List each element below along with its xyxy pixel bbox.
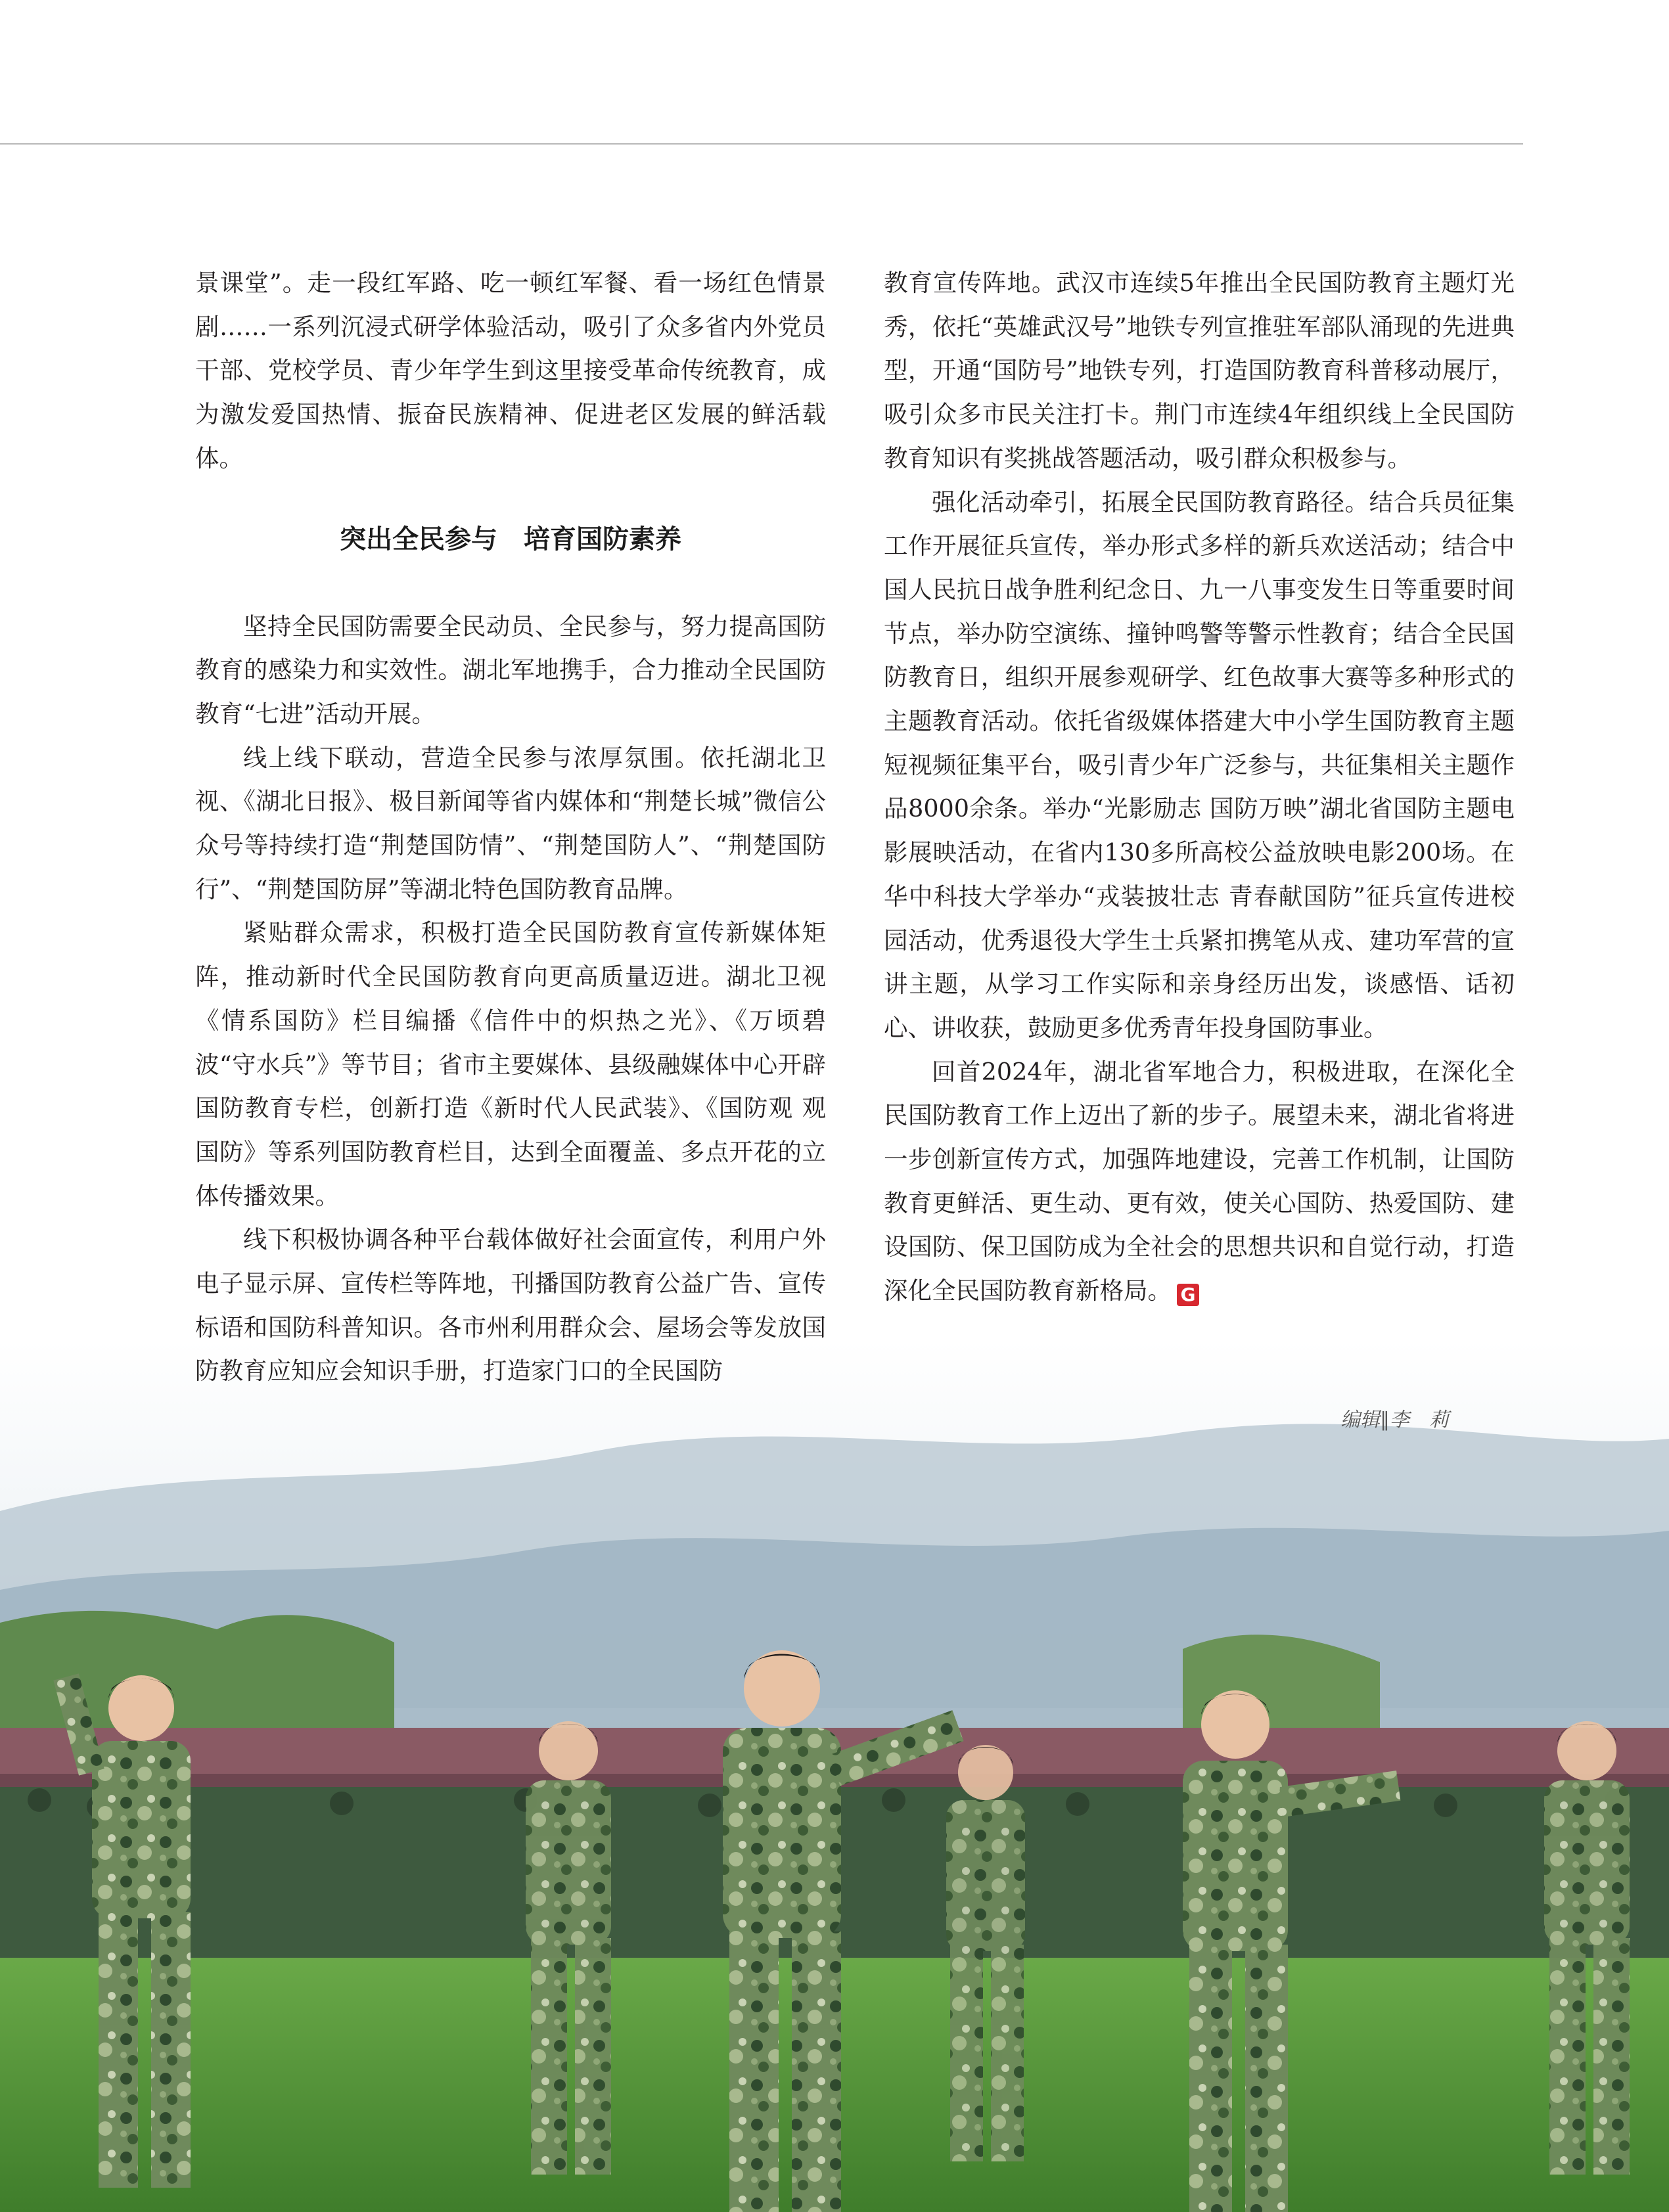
paragraph [884,1050,1515,1313]
paragraph: 紧贴群众需求，积极打造全民国防教育宣传新媒体矩阵，推动新时代全民国防教育向更高质量迈进。湖北卫视《情系国防》栏目编播《信件中的炽热之光》、《万顷碧波“守水兵”》等节目；省市主要媒体、县级融媒体中心开辟国防教育专栏，创新打造《新时代人民武装》、《国防观 观国防》等系列国防教育栏目，达到全面覆盖、多点开花的立体传播效果。 [195,918,826,1210]
editor-credit: 编辑∥李 莉 [1340,1409,1449,1432]
paragraph: 线下积极协调各种平台载体做好社会面宣传，利用户外电子显示屏、宣传栏等阵地，刊播国防教育公益广告、宣传标语和国防科普知识。各市州利用群众会、屋场会等发放国防教育应知应会知识手册，打造家门口的全民国防 [195,1225,826,1386]
photo-students-military-training [0,1340,1669,2212]
paragraph: 坚持全民国防需要全民动员、全民参与，努力提高国防教育的感染力和实效性。湖北军地携手，合力推动全民国防教育“七进”活动开展。 [195,612,826,728]
right-column [884,261,1515,1313]
end-mark-icon: G [1177,1284,1199,1306]
header-rule [0,143,1523,145]
paragraph: 线上线下联动，营造全民参与浓厚氛围。依托湖北卫视、《湖北日报》、极目新闻等省内媒体和“荆楚长城”微信公众号等持续打造“荆楚国防情”、“荆楚国防人”、“荆楚国防行”、“荆楚国防屏”等湖北特色国防教育品牌。 [195,743,826,903]
paragraph: 强化活动牵引，拓展全民国防教育路径。结合兵员征集工作开展征兵宣传，举办形式多样的新兵欢送活动；结合中国人民抗日战争胜利纪念日、九一八事变发生日等重要时间节点，举办防空演练、撞钟鸣警等警示性教育；结合全民国防教育日，组织开展参观研学、红色故事大赛等多种形式的主题教育活动。依托省级媒体搭建大中小学生国防教育主题短视频征集平台，吸引青少年广泛参与，共征集相关主题作品8000余条。举办“光影励志 国防万映”湖北省国防主题电影展映活动，在省内130多所高校公益放映电影200场。在华中科技大学举办“戎装披壮志 青春献国防”征兵宣传进校园活动，优秀退役大学生士兵紧扣携笔从戎、建功军营的宣讲主题，从学习工作实际和亲身经历出发，谈感悟、话初心、讲收获，鼓励更多优秀青年投身国防事业。 [884,487,1515,1042]
intro-continuation: 景课堂”。走一段红军路、吃一顿红军餐、看一场红色情景剧……一系列沉浸式研学体验活动，吸引了众多省内外党员干部、党校学员、青少年学生到这里接受革命传统教育，成为激发爱国热情、振奋民族精神、促进老区发展的鲜活载体。 [195,269,826,472]
left-column [195,261,826,1393]
right-continuation: 教育宣传阵地。武汉市连续5年推出全民国防教育主题灯光秀，依托“英雄武汉号”地铁专列宣推驻军部队涌现的先进典型，开通“国防号”地铁专列，打造国防教育科普移动展厅，吸引众多市民关注打卡。荆门市连续4年组织线上全民国防教育知识有奖挑战答题活动，吸引群众积极参与。 [884,269,1515,472]
closing-paragraph-text: 回首2024年，湖北省军地合力，积极进取，在深化全民国防教育工作上迈出了新的步子。展望未来，湖北省将进一步创新宣传方式，加强阵地建设，完善工作机制，让国防教育更鲜活、更生动、更有效，使关心国防、热爱国防、建设国防、保卫国防成为全社会的思想共识和自觉行动，打造深化全民国防教育新格局。 [884,1057,1515,1305]
section-heading: 突出全民参与 培育国防素养 [340,524,681,554]
